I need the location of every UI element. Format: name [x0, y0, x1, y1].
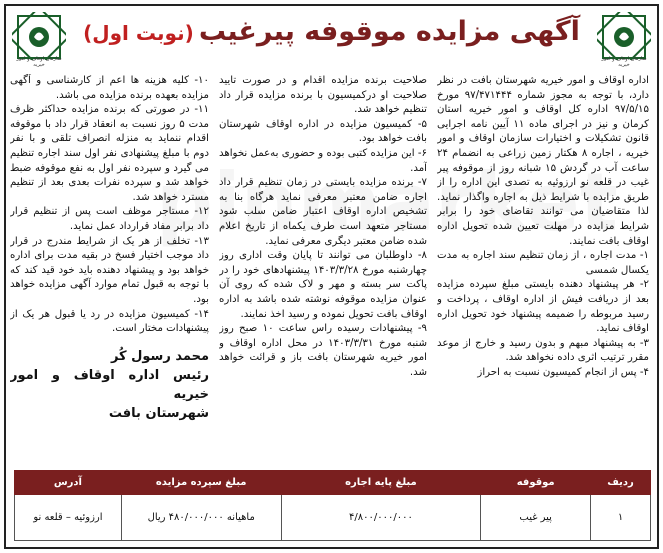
auction-table [14, 470, 651, 541]
awqaf-logo-right [597, 12, 651, 66]
logo-caption: سازمان اوقاف و امور خیریه [601, 56, 647, 68]
header [6, 6, 657, 70]
awqaf-logo-left [12, 12, 66, 66]
emblem-icon [597, 12, 651, 60]
paragraph: ۳- به پیشنهاد مبهم و بدون رسید و خارج از موعد مقرر ترتیب اثری داده نخواهد شد. [437, 337, 649, 364]
paragraph: ۲- هر پیشنهاد دهنده بایستی مبلغ سپرده مزایده بعد از دریافت فیش از اداره اوقاف ، پرداخت و رسید مربوطه را ضمیمه پیشنهاد خود تحویل اداره اوقاف نماید. [437, 279, 649, 335]
emblem-icon [12, 12, 66, 60]
notice-body [10, 74, 649, 462]
paragraph: ۱۳- تخلف از هر یک از شرایط مندرج در قرار داد موجب اختیار فسخ در بقیه مدت برای اداره خواهد بود و پیشنهاد دهنده باید خود قید کند که با توجه به قبول تمام موارد آگهی مزایده خواهد بود. [10, 235, 209, 305]
header-address: آدرس [15, 471, 122, 495]
paragraph: ۷- برنده مزایده بایستی در زمان تنظیم قرار داد اجاره ضامن معتبر معرفی نماید هرگاه بنا به تشخیص اداره اوقاف اعتبار ضامن سلب شود مستاجر متعهد است طرف یکماه از تاریخ اعلام شده ضامن معتبر دیگری معرفی نماید. [219, 177, 427, 247]
logo-caption: سازمان اوقاف و امور خیریه [16, 56, 62, 68]
table-header-row [15, 471, 651, 495]
notice-title [76, 16, 587, 47]
header-base-price: مبلغ پایه اجاره [281, 471, 481, 495]
paragraph: ۸- داوطلبان می توانند تا پایان وقت اداری روز چهارشنبه مورخ ۱۴۰۳/۳/۲۸ پیشنهادهای خود را در پاکت سر بسته و مهر و لاک شده که روی آن عنوان مزایده موقوفه نوشته شده باشد به اداره اوقاف بافت تحویل نموده و رسید اخذ نمایند. [219, 250, 427, 320]
notice-frame [4, 4, 659, 549]
header-endowment: موقوفه [481, 471, 591, 495]
header-row-number: ردیف [591, 471, 651, 495]
signature-block [10, 347, 209, 423]
signatory-city: شهرستان بافت [108, 405, 209, 421]
paragraph: ۶- این مزایده کتبی بوده و حضوری به‌عمل نخواهد آمد. [219, 147, 427, 174]
paragraph: ۱۴- کمیسیون مزایده در رد یا قبول هر یک از پیشنهادات مختار است. [10, 308, 209, 335]
paragraph: ۵- کمیسیون مزایده در اداره اوقاف شهرستان بافت خواهد بود. [219, 118, 427, 145]
column-1 [437, 74, 649, 462]
paragraph: صلاحیت برنده مزایده اقدام و در صورت تایید صلاحیت او درکمیسیون با برنده مزایده قرار داد تنظیم خواهد شد. [219, 75, 427, 116]
paragraph: ۱۱- در صورتی که برنده مزایده حداکثر ظرف مدت ۵ روز نسبت به انعقاد قرار داد با موقوفه اقدام ننماید به منزله انصراف تلقی و با نفر دوم با مبلغ پیشنهادی نفر اول سند اجاره تنظیم می گیرد و سپرده نفر اول به نفع موقوفه ضبط خواهد شد و سپرده نفرات بعدی بعد از تنظیم مسترد خواهد شد. [10, 104, 209, 203]
cell-endowment: پیر غیب [481, 495, 591, 541]
paragraph: ۱- مدت اجاره ، از زمان تنظیم سند اجاره به مدت یکسال شمسی [437, 250, 649, 276]
header-deposit: مبلغ سپرده مزایده [121, 471, 281, 495]
signatory-name: محمد رسول کُر [110, 348, 209, 364]
cell-deposit: ماهیانه ۴۸۰/۰۰۰/۰۰۰ ریال [121, 495, 281, 541]
paragraph: ۴- پس از انجام کمیسیون نسبت به احراز [477, 366, 649, 378]
column-2 [219, 74, 427, 462]
paragraph: ۹- پیشنهادات رسیده راس ساعت ۱۰ صبح روز شنبه مورخ ۱۴۰۳/۳/۳۱ در محل اداره اوقاف و امور خیریه شهرستان بافت باز و قرائت خواهد شد. [219, 323, 427, 378]
paragraph: ۱۲- مستاجر موظف است پس از تنظیم قرار داد برابر مفاد قرارداد عمل نماید. [10, 206, 209, 232]
title-subtitle: (نوبت اول) [83, 21, 194, 45]
cell-row-number: ۱ [591, 495, 651, 541]
paragraph: ۱۰- کلیه هزینه ها اعم از کارشناسی و آگهی مزایده بعهده برنده مزایده می باشد. [10, 75, 209, 101]
column-3 [10, 74, 209, 462]
signatory-title: رئیس اداره اوقاف و امور خیریه [10, 367, 209, 402]
cell-address: ارزوئیه – قلعه نو [15, 495, 122, 541]
title-main: آگهی مزایده موقوفه پیرغیب [198, 16, 580, 47]
paragraph: اداره اوقاف و امور خیریه شهرستان بافت در نظر دارد، با توجه به مجوز شماره ۹۷/۴۷۱۴۴۴ مورخ ۹۷/۵/۱۵ اداره کل اوقاف و امور خیریه استان کرمان و نیز در اجرای ماده ۱۱ آیین نامه اجرایی قانون تشکیلات و اختیارات سازمان اوقاف و امور خیریه ، اجاره ۸ هکتار زمین زراعی به انضمام ۲۴ ساعت آب در گردش ۱۵ شبانه روز از موقوفه پیر غیب در قلعه نو ارزوئیه به تصدی این اداره را از طریق مزایده با شرایط ذیل به اجاره واگذار نماید. لذا متقاضیان می توانند تقاضای خود را برابر شرایط مزایده در مهلت تعیین شده تحویل اداره اوقاف بافت نمایند. [437, 75, 649, 247]
table-row [15, 495, 651, 541]
cell-base-price: ۴/۸۰۰/۰۰۰/۰۰۰ [281, 495, 481, 541]
